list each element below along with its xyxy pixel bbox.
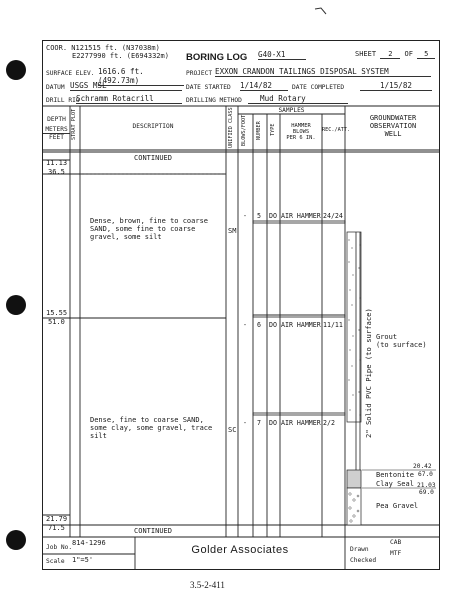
datum: USGS MSL [70, 81, 182, 91]
date-started: 1/14/82 [240, 81, 288, 91]
col-blows-foot: BLOWS/FOOT [241, 114, 247, 146]
grout-label-line2: (to surface) [376, 341, 427, 349]
drill-rig-label: DRILL RIG [46, 97, 80, 104]
desc2-line2: some clay, some gravel, trace [90, 424, 213, 432]
drilling-method-label: DRILLING METHOD [186, 97, 242, 104]
col-hammer-label: HAMMER [291, 123, 311, 129]
desc1-line1: Dense, brown, fine to coarse [90, 217, 209, 225]
grout-label-line1: Grout [376, 333, 398, 341]
drilling-method: Mud Rotary [248, 94, 348, 104]
col-rec-att: REC./ATT. [322, 127, 351, 133]
sample-hammer: AIR HAMMER [281, 419, 321, 427]
scale-label: Scale [46, 558, 65, 565]
job-no-label: Job No. [46, 544, 73, 551]
coor-north: N121515 ft. (N37038m) [71, 44, 160, 52]
col-well-label: WELL [384, 130, 402, 138]
depth-ft-3: 71.5 [48, 524, 65, 532]
sheet-number: 2 [380, 50, 400, 59]
surface-elev-label: SURFACE ELEV. [46, 70, 95, 77]
sample-type: DO [269, 419, 277, 427]
job-no: 814-1296 [72, 539, 106, 547]
depth-m-1: 11.13 [46, 159, 68, 167]
depth-ft-2: 51.0 [48, 318, 65, 326]
col-feet-label: FEET [49, 134, 64, 141]
coor-east: E2277990 ft. (E694332m) [72, 52, 169, 60]
project-label: PROJECT [186, 70, 213, 77]
col-att-label: ATT. [337, 127, 351, 133]
bentonite-depth-m: 20.42 [413, 463, 432, 470]
desc1-line2: SAND, some fine to coarse [90, 225, 196, 233]
clay-seal-depth-m: 21.03 [417, 482, 436, 489]
date-started-label: DATE STARTED [186, 84, 231, 91]
col-number: NUMBER [256, 121, 262, 140]
col-unified-class: UNIFIED CLASS [228, 107, 234, 148]
col-depth-label: DEPTH [47, 116, 66, 123]
sample-number: 7 [257, 419, 261, 427]
col-rec-label: REC. [322, 127, 335, 133]
drill-rig: Schramm Rotacrill [76, 94, 182, 104]
depth-m-2: 15.55 [46, 309, 68, 317]
date-completed: 1/15/82 [360, 81, 432, 91]
sample-hammer: AIR HAMMER [281, 321, 321, 329]
page-number: 3.5-2-411 [190, 580, 225, 590]
sample-rec-att: 11/11 [323, 321, 343, 329]
uscs-class-2: SC [228, 426, 237, 434]
project-name: EXXON CRANDON TAILINGS DISPOSAL SYSTEM [215, 67, 431, 77]
drawn-by: CAB [390, 539, 402, 546]
description-sand-clay [90, 416, 212, 440]
col-hammer-blows [280, 123, 322, 141]
of-label: OF [404, 50, 413, 58]
log-id: G40-X1 [258, 50, 306, 60]
bentonite-label: Bentonite [376, 471, 414, 479]
continued-top: CONTINUED [134, 154, 172, 162]
desc2-line1: Dense, fine to coarse SAND, [90, 416, 204, 424]
desc2-line3: silt [90, 432, 107, 440]
col-groundwater-label: GROUNDWATER [369, 114, 417, 122]
sample-rec-att: 2/2 [323, 419, 335, 427]
datum-label: DATUM [46, 84, 65, 91]
col-depth-header [43, 116, 70, 141]
surface-elev: 1616.6 ft. (492.73m) [98, 67, 184, 86]
scale-value: 1"=5' [72, 556, 94, 564]
checked-by: MTF [390, 550, 402, 557]
col-meters-label: METERS [43, 126, 70, 134]
col-observation-label: OBSERVATION [369, 122, 417, 130]
col-samples: SAMPLES [278, 107, 305, 114]
sample-number: 6 [257, 321, 261, 329]
sample-blows-ft: - [243, 419, 247, 427]
form-title: BORING LOG [186, 52, 248, 63]
date-completed-label: DATE COMPLETED [292, 84, 345, 91]
col-description: DESCRIPTION [132, 123, 174, 130]
sample-blows-ft: - [243, 212, 247, 220]
col-per-label: PER 6 IN. [286, 135, 316, 141]
grout-label [376, 333, 427, 349]
coor-label: COOR. [46, 44, 68, 52]
sample-number: 5 [257, 212, 261, 220]
depth-m-3: 21.79 [46, 515, 68, 523]
sample-type: DO [269, 321, 277, 329]
sample-rec-att: 24/24 [323, 212, 343, 220]
sample-hammer: AIR HAMMER [281, 212, 321, 220]
continued-bottom: CONTINUED [134, 527, 172, 535]
uscs-class-1: SM [228, 227, 237, 235]
pea-gravel-label: Pea Gravel [376, 502, 419, 510]
col-strat-plot: STRAT PLOT [71, 108, 77, 140]
sample-blows-ft: - [243, 321, 247, 329]
checked-label: Checked [350, 557, 377, 564]
pvc-pipe-label: 2" Solid PVC Pipe (to surface) [364, 308, 373, 438]
clay-seal-depth-ft: 69.0 [419, 489, 434, 496]
clay-seal-label: Clay Seal [376, 480, 414, 488]
bentonite-depth-ft: 67.0 [418, 471, 433, 478]
sheet-label: SHEET [355, 50, 377, 58]
sample-type: DO [269, 212, 277, 220]
description-sand-dense-brown [90, 217, 208, 241]
sheet-total: 5 [417, 50, 435, 59]
drawn-label: Drawn [350, 546, 369, 553]
col-groundwater-header [346, 114, 440, 138]
col-type: TYPE [270, 123, 276, 136]
company-name: Golder Associates [191, 544, 289, 556]
col-blows-label: BLOWS [292, 129, 310, 135]
depth-ft-1: 36.5 [48, 168, 65, 176]
desc1-line3: gravel, some silt [90, 233, 162, 241]
